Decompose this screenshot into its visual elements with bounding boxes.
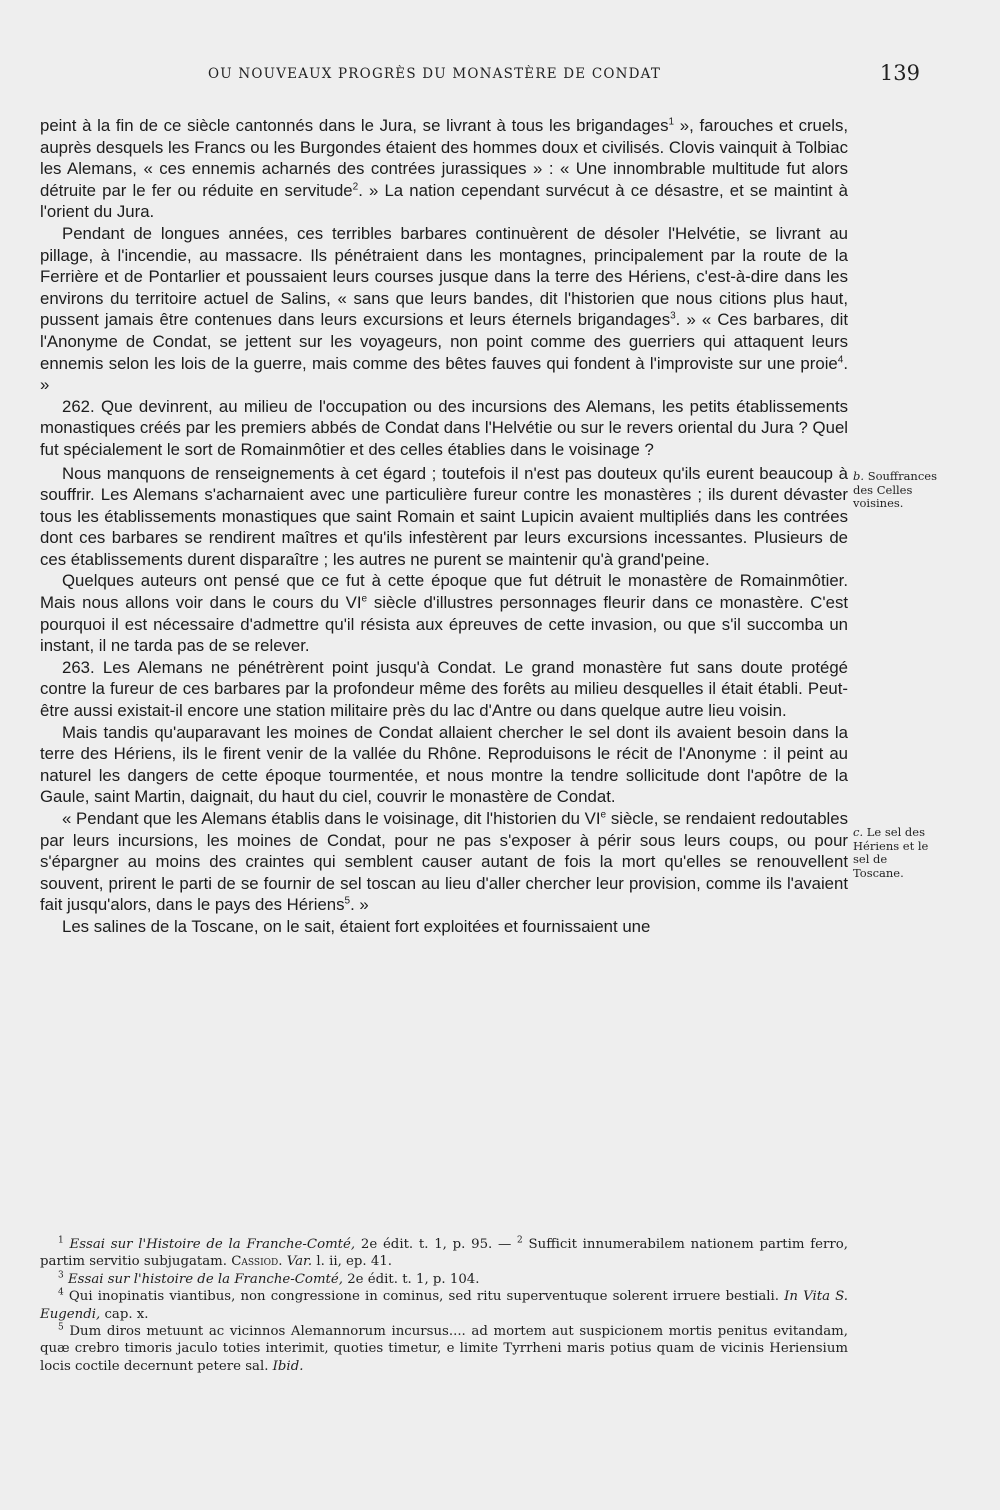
footnote-ref[interactable]: 3	[670, 310, 676, 322]
margin-note-c: c. Le sel des Hériens et le sel de Toscane.	[853, 825, 929, 880]
paragraph: Mais tandis qu'auparavant les moines de Condat allaient chercher le sel dont ils avaient besoin dans la terre des Hériens, ils le firent venir de la vallée du Rhône. Reproduisons le récit de l'Anonyme : il peint au naturel les dangers de cette époque tourmentée, et nous montre la tendre sollicitude dont l'apôtre de la Gaule, saint Martin, daignait, du haut du ciel, couvrir le monastère de Condat.	[40, 722, 848, 807]
paragraph: peint à la fin de ce siècle cantonnés dans le Jura, se livrant à tous les brigandages$^1$ », farouches et cruels, auprès desquels les Francs ou les Burgondes étaient des hommes doux et civilisés. Clovis vainquit à Tolbiac les Alemans, « ces ennemis acharnés des contrées jurassiques » : « Une innombrable multitude fut alors détruite par le fer ou réduite en servitude$^2$. » La nation cependant survécut à ce désastre, et se maintint à l'orient du Jura.	[40, 116, 849, 222]
footnote-ref[interactable]: 4	[837, 353, 844, 365]
running-title: OU NOUVEAUX PROGRÈS DU MONASTÈRE DE CONDAT	[208, 66, 662, 82]
footnote-ref[interactable]: 5	[344, 895, 351, 907]
main-text	[40, 115, 848, 938]
quotation-paragraph: « Pendant que les Alemans établis dans le voisinage, dit l'historien du VIe siècle, se rendaient redoutables par leurs incursions, les moines de Condat, pour ne pas s'exposer à périr sous leurs coups, ou pour s'épargner au moins des craintes qui semblent causer autant de fois la mort qu'elles se renouvellent souvent, prirent le parti de se fournir de sel toscan au lieu d'aller chercher leur provision, comme ils l'avaient fait jusqu'alors, dans le pays des Hériens$^5$. »	[40, 809, 848, 915]
section-262: 262. Que devinrent, au milieu de l'occupation ou des incursions des Alemans, les petits établissements monastiques créés par les premiers abbés de Condat dans l'Helvétie ou sur le revers oriental du Jura ? Quel fut spécialement le sort de Romainmôtier et des celles établies dans le voisinage ?	[40, 396, 848, 459]
footnote-5: $^5$ Dum diros metuunt ac vicinnos Alemannorum incursus.... ad mortem aut suspicionem mortis penitus evitandam, quæ crebro timoris jaculo toties interimit, quoties timetur, e limite Tyrrheni maris potius quam de vicinis Heriensium locis coctile decernunt petere sal. Ibid.	[40, 1322, 848, 1374]
section-number: 262.	[62, 396, 95, 416]
margin-note-b: b. Souffrances des Celles voisines.	[853, 469, 937, 510]
footnote-ref[interactable]: 1	[668, 116, 675, 128]
paragraph: Nous manquons de renseignements à cet égard ; toutefois il n'est pas douteux qu'ils eurent beaucoup à souffrir. Les Alemans s'acharnaient avec une particulière fureur contre les monastères ; ils durent dévaster tous les établissements monastiques que saint Romain et saint Lupicin avaient multipliés dans les contrées dont ces barbares se rendirent maîtres et qu'ils infestèrent par leurs excursions incessantes. Plusieurs de ces établissements durent disparaître ; les autres ne purent se maintenir qu'à grand'peine.	[40, 463, 848, 569]
footnote-ref[interactable]: 2	[352, 181, 359, 193]
footnotes	[40, 1236, 848, 1375]
section-number: 263.	[62, 657, 95, 677]
paragraph: Les salines de la Toscane, on le sait, étaient fort exploitées et fournissaient une	[62, 916, 651, 936]
paragraph: Quelques auteurs ont pensé que ce fut à cette époque que fut détruit le monastère de Romainmôtier. Mais nous allons voir dans le cours du VIe siècle d'illustres personnages fleurir dans ce monastère. C'est pourquoi il est nécessaire d'admettre qu'il résista aux épreuves de cette invasion, ou que s'il succomba un instant, il ne tarda pas de se relever.	[40, 571, 848, 656]
page-number: 139	[879, 61, 920, 85]
footnote-3: $^3$ Essai sur l'histoire de la Franche-Comté, 2e édit. t. 1, p. 104.	[58, 1270, 480, 1287]
footnote-4: $^4$ Qui inopinatis viantibus, non congressione in cominus, sed ritu superventuque solerent irruere bestiali. In Vita S. Eugendi, cap. x.	[40, 1287, 848, 1322]
running-header	[40, 61, 920, 90]
footnote-1-2: $^1$ Essai sur l'Histoire de la Franche-Comté, 2e édit. t. 1, p. 95. — $^2$ Sufficit innumerabilem nationem partim ferro, partim servitio subjugatam. Cassiod. Var. l. ii, ep. 41.	[40, 1235, 848, 1270]
paragraph: Pendant de longues années, ces terribles barbares continuèrent de désoler l'Helvétie, se livrant au pillage, à l'incendie, au massacre. Ils pénétraient dans les montagnes, principalement par la route de la Ferrière et de Pontarlier et poussaient leurs courses jusque dans la terre des Hériens, c'est-à-dire dans les environs du territoire actuel de Salins, « sans que leurs bandes, dit l'historien que nous citions plus haut, pussent jamais être contenues dans leurs excursions et leurs éternels brigandages$^3$. » « Ces barbares, dit l'Anonyme de Condat, se jettent sur les voyageurs, non point comme des guerriers qui attaquent leurs ennemis selon les lois de la guerre, mais comme des bêtes fauves qui fondent à l'improviste sur une proie$^4$. »	[40, 223, 848, 395]
section-263: 263. Les Alemans ne pénétrèrent point jusqu'à Condat. Le grand monastère fut sans doute protégé contre la fureur de ces barbares par la profondeur même des forêts au milieu desquelles il était établi. Peut-être aussi existait-il encore une station militaire près du lac d'Antre ou dans quelque autre lieu voisin.	[40, 657, 848, 721]
